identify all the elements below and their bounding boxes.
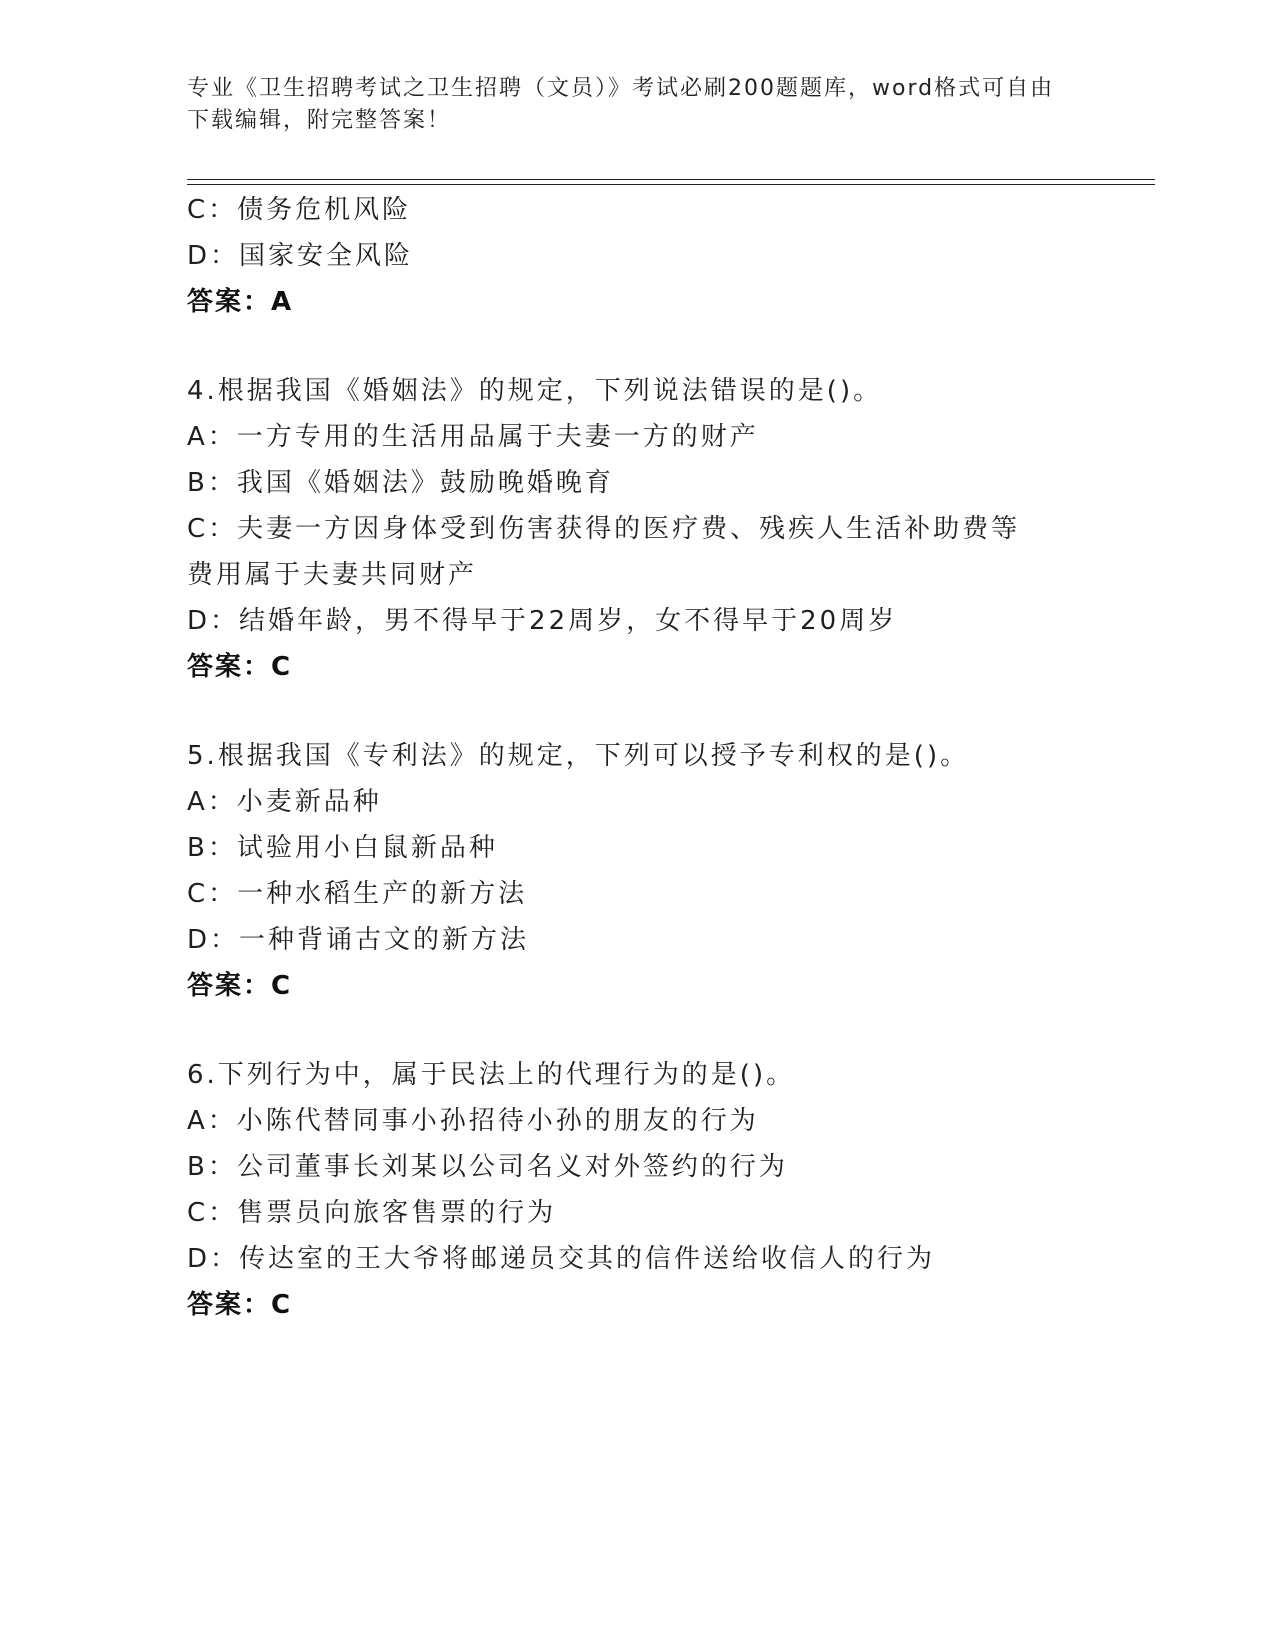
- spacer: [187, 1009, 1087, 1052]
- question-stem: 6.下列行为中，属于民法上的代理行为的是()。: [187, 1060, 796, 1090]
- option-b: B：试验用小白鼠新品种: [187, 833, 498, 863]
- spacer: [187, 690, 1087, 733]
- answer-line: 答案：C: [187, 652, 293, 682]
- option-d: D：传达室的王大爷将邮递员交其的信件送给收信人的行为: [187, 1244, 936, 1274]
- question-content: [187, 187, 1087, 1328]
- option-b: B：我国《婚姻法》鼓励晚婚晚育: [187, 468, 614, 498]
- option-a: A：一方专用的生活用品属于夫妻一方的财产: [187, 422, 759, 452]
- option-d: D：一种背诵古文的新方法: [187, 925, 530, 955]
- spacer: [187, 325, 1087, 368]
- answer-line: 答案：A: [187, 287, 294, 317]
- answer-line: 答案：C: [187, 1290, 293, 1320]
- question-6: [187, 1052, 1087, 1328]
- question-5: [187, 733, 1087, 1009]
- header-divider-top: [187, 179, 1155, 180]
- option-d: D：国家安全风险: [187, 241, 414, 271]
- header-divider-bottom: [187, 184, 1155, 185]
- document-header: 专业《卫生招聘考试之卫生招聘（文员）》考试必刷200题题库，word格式可自由下载编辑，附完整答案！: [187, 76, 1055, 133]
- option-c: C：售票员向旅客售票的行为: [187, 1198, 557, 1228]
- answer-line: 答案：C: [187, 971, 293, 1001]
- option-b: B：公司董事长刘某以公司名义对外签约的行为: [187, 1152, 788, 1182]
- option-c: C：夫妻一方因身体受到伤害获得的医疗费、残疾人生活补助费等费用属于夫妻共同财产: [187, 514, 1021, 590]
- option-c: C：一种水稻生产的新方法: [187, 879, 528, 909]
- option-c: C：债务危机风险: [187, 195, 412, 225]
- option-a: A：小麦新品种: [187, 787, 382, 817]
- question-stem: 4.根据我国《婚姻法》的规定，下列说法错误的是()。: [187, 376, 883, 406]
- question-stem: 5.根据我国《专利法》的规定，下列可以授予专利权的是()。: [187, 741, 970, 771]
- option-a: A：小陈代替同事小孙招待小孙的朋友的行为: [187, 1106, 759, 1136]
- question-4: [187, 368, 1087, 690]
- continued-question: [187, 187, 1087, 325]
- option-d: D：结婚年龄，男不得早于22周岁，女不得早于20周岁: [187, 606, 898, 636]
